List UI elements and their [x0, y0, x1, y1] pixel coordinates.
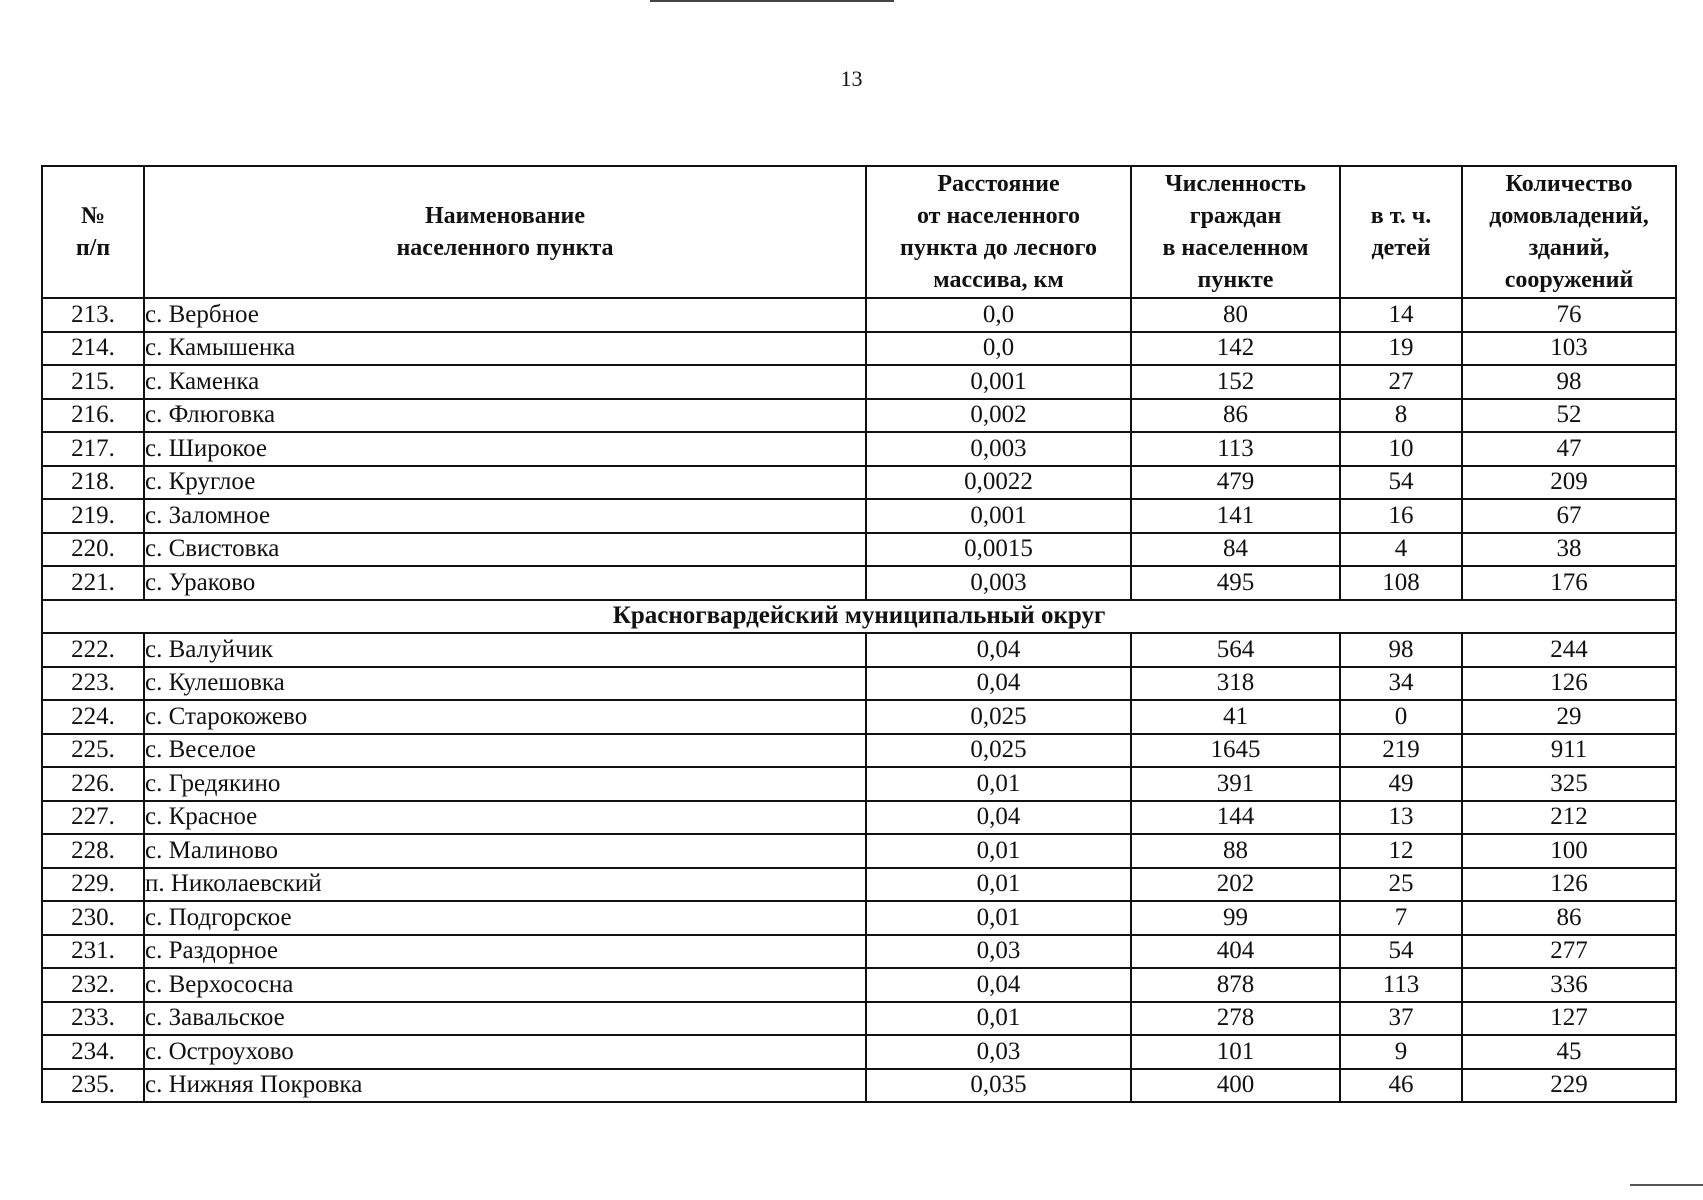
settlement-name: с. Верхососна [144, 968, 866, 1002]
row-number: 225. [42, 734, 144, 768]
distance-cell: 0,03 [866, 935, 1131, 969]
children-cell: 10 [1340, 432, 1462, 466]
header-num-label: № п/п [75, 203, 111, 261]
settlement-name: с. Ураково [144, 566, 866, 600]
header-buildings-label: Количество домовладений, зданий, сооружений [1489, 171, 1649, 293]
settlement-name: с. Красное [144, 801, 866, 835]
distance-cell: 0,01 [866, 767, 1131, 801]
section-title: Красногвардейский муниципальный округ [42, 600, 1676, 634]
row-number: 220. [42, 533, 144, 567]
distance-cell: 0,04 [866, 801, 1131, 835]
children-cell: 46 [1340, 1069, 1462, 1103]
settlement-name: с. Камышенка [144, 332, 866, 366]
children-cell: 54 [1340, 935, 1462, 969]
buildings-cell: 67 [1462, 499, 1676, 533]
table-row [42, 968, 1676, 1002]
page-number: 13 [840, 66, 863, 91]
children-cell: 108 [1340, 566, 1462, 600]
buildings-cell: 127 [1462, 1002, 1676, 1036]
buildings-cell: 126 [1462, 667, 1676, 701]
table-row [42, 1069, 1676, 1103]
table-row [42, 499, 1676, 533]
table-row [42, 332, 1676, 366]
population-cell: 86 [1131, 399, 1340, 433]
population-cell: 99 [1131, 901, 1340, 935]
children-cell: 34 [1340, 667, 1462, 701]
distance-cell: 0,01 [866, 834, 1131, 868]
settlement-name: с. Подгорское [144, 901, 866, 935]
population-cell: 1645 [1131, 734, 1340, 768]
table-row [42, 667, 1676, 701]
buildings-cell: 176 [1462, 566, 1676, 600]
buildings-cell: 277 [1462, 935, 1676, 969]
population-cell: 318 [1131, 667, 1340, 701]
header-population [1131, 166, 1340, 298]
population-cell: 278 [1131, 1002, 1340, 1036]
buildings-cell: 52 [1462, 399, 1676, 433]
row-number: 232. [42, 968, 144, 1002]
distance-cell: 0,003 [866, 566, 1131, 600]
population-cell: 144 [1131, 801, 1340, 835]
header-children-label: в т. ч. детей [1370, 203, 1432, 261]
header-population-label: Численность граждан в населенном пункте [1162, 171, 1309, 293]
children-cell: 16 [1340, 499, 1462, 533]
header-buildings [1462, 166, 1676, 298]
table-row [42, 868, 1676, 902]
buildings-cell: 336 [1462, 968, 1676, 1002]
row-number: 233. [42, 1002, 144, 1036]
table-row [42, 834, 1676, 868]
buildings-cell: 47 [1462, 432, 1676, 466]
buildings-cell: 76 [1462, 298, 1676, 332]
children-cell: 27 [1340, 365, 1462, 399]
population-cell: 84 [1131, 533, 1340, 567]
buildings-cell: 229 [1462, 1069, 1676, 1103]
distance-cell: 0,035 [866, 1069, 1131, 1103]
population-cell: 141 [1131, 499, 1340, 533]
header-children [1340, 166, 1462, 298]
population-cell: 202 [1131, 868, 1340, 902]
buildings-cell: 325 [1462, 767, 1676, 801]
children-cell: 14 [1340, 298, 1462, 332]
row-number: 229. [42, 868, 144, 902]
distance-cell: 0,01 [866, 1002, 1131, 1036]
settlement-name: с. Валуйчик [144, 633, 866, 667]
bottom-rule [1630, 1184, 1703, 1186]
table-row [42, 466, 1676, 500]
row-number: 226. [42, 767, 144, 801]
population-cell: 391 [1131, 767, 1340, 801]
row-number: 222. [42, 633, 144, 667]
table-row [42, 633, 1676, 667]
row-number: 216. [42, 399, 144, 433]
settlement-name: с. Каменка [144, 365, 866, 399]
population-cell: 41 [1131, 700, 1340, 734]
buildings-cell: 98 [1462, 365, 1676, 399]
row-number: 227. [42, 801, 144, 835]
table-row [42, 533, 1676, 567]
settlement-name: с. Завальское [144, 1002, 866, 1036]
distance-cell: 0,025 [866, 700, 1131, 734]
settlement-name: с. Веселое [144, 734, 866, 768]
population-cell: 404 [1131, 935, 1340, 969]
table-row [42, 432, 1676, 466]
settlement-name: с. Остроухово [144, 1035, 866, 1069]
section-row [42, 600, 1676, 634]
table-row [42, 935, 1676, 969]
settlement-name: с. Нижняя Покровка [144, 1069, 866, 1103]
children-cell: 113 [1340, 968, 1462, 1002]
population-cell: 479 [1131, 466, 1340, 500]
buildings-cell: 103 [1462, 332, 1676, 366]
row-number: 223. [42, 667, 144, 701]
table-row [42, 1002, 1676, 1036]
table-row [42, 365, 1676, 399]
children-cell: 19 [1340, 332, 1462, 366]
distance-cell: 0,0 [866, 332, 1131, 366]
header-name [144, 166, 866, 298]
children-cell: 37 [1340, 1002, 1462, 1036]
distance-cell: 0,025 [866, 734, 1131, 768]
row-number: 230. [42, 901, 144, 935]
row-number: 215. [42, 365, 144, 399]
row-number: 235. [42, 1069, 144, 1103]
distance-cell: 0,01 [866, 901, 1131, 935]
children-cell: 12 [1340, 834, 1462, 868]
population-cell: 80 [1131, 298, 1340, 332]
table-row [42, 901, 1676, 935]
distance-cell: 0,002 [866, 399, 1131, 433]
population-cell: 878 [1131, 968, 1340, 1002]
table-row [42, 767, 1676, 801]
settlement-name: с. Кулешовка [144, 667, 866, 701]
distance-cell: 0,0015 [866, 533, 1131, 567]
row-number: 218. [42, 466, 144, 500]
row-number: 231. [42, 935, 144, 969]
children-cell: 25 [1340, 868, 1462, 902]
header-distance [866, 166, 1131, 298]
table-row [42, 734, 1676, 768]
distance-cell: 0,001 [866, 365, 1131, 399]
row-number: 228. [42, 834, 144, 868]
row-number: 213. [42, 298, 144, 332]
children-cell: 49 [1340, 767, 1462, 801]
settlements-table [41, 165, 1677, 1103]
buildings-cell: 212 [1462, 801, 1676, 835]
header-row [42, 166, 1676, 298]
distance-cell: 0,03 [866, 1035, 1131, 1069]
settlement-name: п. Николаевский [144, 868, 866, 902]
table-row [42, 399, 1676, 433]
distance-cell: 0,04 [866, 667, 1131, 701]
row-number: 221. [42, 566, 144, 600]
buildings-cell: 29 [1462, 700, 1676, 734]
population-cell: 495 [1131, 566, 1340, 600]
children-cell: 7 [1340, 901, 1462, 935]
population-cell: 101 [1131, 1035, 1340, 1069]
row-number: 234. [42, 1035, 144, 1069]
distance-cell: 0,003 [866, 432, 1131, 466]
settlement-name: с. Вербное [144, 298, 866, 332]
children-cell: 54 [1340, 466, 1462, 500]
population-cell: 88 [1131, 834, 1340, 868]
top-rule [650, 0, 894, 2]
buildings-cell: 100 [1462, 834, 1676, 868]
table-row [42, 801, 1676, 835]
table-row [42, 298, 1676, 332]
buildings-cell: 45 [1462, 1035, 1676, 1069]
header-name-label: Наименование населенного пункта [396, 203, 614, 261]
distance-cell: 0,001 [866, 499, 1131, 533]
population-cell: 152 [1131, 365, 1340, 399]
children-cell: 13 [1340, 801, 1462, 835]
settlement-name: с. Свистовка [144, 533, 866, 567]
buildings-cell: 209 [1462, 466, 1676, 500]
table-row [42, 1035, 1676, 1069]
buildings-cell: 86 [1462, 901, 1676, 935]
settlement-name: с. Широкое [144, 432, 866, 466]
population-cell: 113 [1131, 432, 1340, 466]
children-cell: 4 [1340, 533, 1462, 567]
row-number: 214. [42, 332, 144, 366]
population-cell: 564 [1131, 633, 1340, 667]
distance-cell: 0,04 [866, 633, 1131, 667]
buildings-cell: 38 [1462, 533, 1676, 567]
buildings-cell: 911 [1462, 734, 1676, 768]
settlement-name: с. Флюговка [144, 399, 866, 433]
settlement-name: с. Круглое [144, 466, 866, 500]
distance-cell: 0,04 [866, 968, 1131, 1002]
distance-cell: 0,0022 [866, 466, 1131, 500]
row-number: 217. [42, 432, 144, 466]
population-cell: 142 [1131, 332, 1340, 366]
settlement-name: с. Малиново [144, 834, 866, 868]
population-cell: 400 [1131, 1069, 1340, 1103]
table-row [42, 566, 1676, 600]
children-cell: 219 [1340, 734, 1462, 768]
row-number: 224. [42, 700, 144, 734]
children-cell: 0 [1340, 700, 1462, 734]
children-cell: 98 [1340, 633, 1462, 667]
table-row [42, 700, 1676, 734]
table-body [42, 298, 1676, 1102]
buildings-cell: 126 [1462, 868, 1676, 902]
settlement-name: с. Раздорное [144, 935, 866, 969]
children-cell: 9 [1340, 1035, 1462, 1069]
header-distance-label: Расстояние от населенного пункта до лесного массива, км [900, 171, 1097, 293]
buildings-cell: 244 [1462, 633, 1676, 667]
children-cell: 8 [1340, 399, 1462, 433]
settlement-name: с. Заломное [144, 499, 866, 533]
row-number: 219. [42, 499, 144, 533]
distance-cell: 0,0 [866, 298, 1131, 332]
settlement-name: с. Гредякино [144, 767, 866, 801]
header-num [42, 166, 144, 298]
distance-cell: 0,01 [866, 868, 1131, 902]
settlement-name: с. Старокожево [144, 700, 866, 734]
